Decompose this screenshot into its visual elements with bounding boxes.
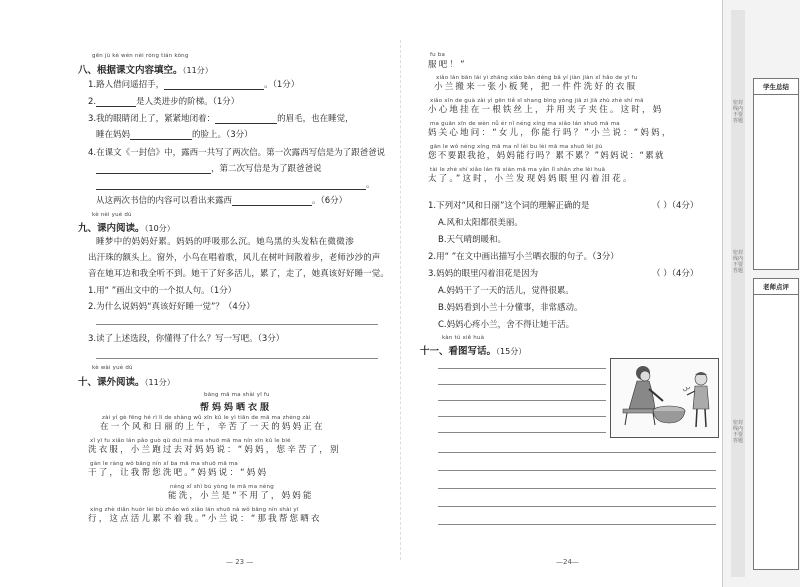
story-line-2: 洗衣服，小兰跑过去对妈妈说：“妈妈，您辛苦了，别 [88, 445, 341, 455]
writing-line-9[interactable] [438, 506, 716, 507]
story-line-2-pinyin: xǐ yī fu xiǎo lán pǎo guò qù duì mā ma shuō mā ma nín xīn kǔ le bié [90, 438, 291, 444]
r-line-3-pinyin: ma guān xīn de wèn nǚ ér nǐ néng xíng ma xiǎo lán shuō mā ma [430, 121, 620, 127]
binding-sidebar [722, 0, 800, 587]
s8-q4-cont: ，第二次写信是为了跟爸爸说 [96, 164, 322, 174]
section-9-pinyin: kè nèi yuè dú [92, 212, 132, 218]
teacher-comment-box[interactable] [753, 278, 799, 570]
r-line-1-pinyin: xiǎo lán bān lái yì zhāng xiǎo bǎn dèng bǎ yí jiàn jiàn xǐ hǎo de yī fu [436, 75, 638, 81]
story-line-3: 干了，让我帮您洗吧。”妈妈说：“妈妈 [88, 468, 269, 478]
s8-q1: 1.路人借问遥招手， 。（1分） [88, 80, 300, 90]
writing-line-3[interactable] [438, 400, 606, 401]
student-summary-box[interactable] [753, 78, 799, 270]
story-title-pinyin: bāng mā ma shài yī fu [204, 392, 270, 398]
illustration-mother-and-child [610, 358, 719, 438]
story-title: 帮妈妈晒衣服 [200, 403, 273, 413]
r-line-5: 太了。”这时，小兰发现妈妈眼里闪着泪花。 [428, 174, 634, 184]
story-line-4-pinyin: néng xǐ shì bú yòng le mā ma néng [170, 484, 274, 490]
writing-line-1[interactable] [438, 368, 606, 369]
story-line-1: 在一个风和日丽的上午，辛苦了一天的妈妈正在 [100, 422, 325, 432]
right-page [400, 0, 722, 587]
seal-strip [731, 10, 745, 577]
r-q3-score: （ ）（4分） [652, 269, 699, 279]
s9-q2: 2.为什么说妈妈“真该好好睡一觉”？（4分） [88, 302, 255, 312]
s8-q4: 4.在课文《一封信》中，露西一共写了两次信。第一次露西写信是为了跟爸爸说 [88, 148, 386, 158]
page-number-right: —24— [556, 558, 579, 566]
writing-line-2[interactable] [438, 384, 606, 385]
r-line-2-pinyin: xiǎo xīn de guà zài yì gēn tiě sī shang bìng yòng jiā zi jiā zhù zhè shí mā [430, 98, 644, 104]
r-line-2: 小心地挂在一根铁丝上，并用夹子夹住。这时，妈 [428, 105, 664, 115]
r-line-5-pinyin: tài le zhè shí xiǎo lán fā xiàn mā ma yǎn lǐ shǎn zhe lèi huā [430, 167, 606, 173]
r-q1: 1.下列对“风和日丽”这个词的理解正确的是 [428, 201, 590, 211]
r-q1-option-a: A.风和太阳都很美丽。 [438, 218, 523, 228]
story-line-5: 行，这点活儿累不着我。”小兰说：“那我帮您晒衣 [88, 514, 322, 524]
seal-text-2: 密封线内不要答题 [732, 250, 743, 274]
r-q3-option-a: A.妈妈干了一天的活儿，觉得很累。 [438, 286, 574, 296]
section-10-title: 十、课外阅读。（11分） [78, 377, 175, 388]
illustration-drawing [611, 359, 718, 437]
s8-q3-cont: 睡在妈妈 的脸上。（3分） [96, 130, 253, 140]
writing-line-7[interactable] [438, 470, 716, 471]
writing-line-10[interactable] [438, 524, 716, 525]
r-line-0-pinyin: fu ba [430, 52, 446, 58]
r-q1-score: （ ）（4分） [652, 201, 699, 211]
s8-q2: 2. 是人类进步的阶梯。（1分） [88, 97, 240, 107]
student-summary-label: 学生总结 [754, 79, 798, 95]
story-line-3-pinyin: gàn le ràng wǒ bāng nín xǐ ba mā ma shuō mā ma [90, 461, 239, 467]
r-line-0: 服吧！” [428, 60, 467, 70]
r-q2: 2.用“ ”在文中画出描写小兰晒衣服的句子。（3分） [428, 252, 619, 262]
seal-text-3: 密封线内不要答题 [732, 420, 743, 444]
r-q3-option-c: C.妈妈心疼小兰，舍不得让她干活。 [438, 320, 575, 330]
s9-passage-3: 音在她耳边和我全听不到。她干了好多活儿，累了，走了，她真该好好睡一觉。 [88, 269, 390, 279]
section-8-title: 八、根据课文内容填空。（11分） [78, 65, 213, 76]
s8-q3: 3.我的眼睛闭上了，紧紧地闭着： 的眉毛，也在睡觉， [88, 114, 354, 124]
writing-line-8[interactable] [438, 488, 716, 489]
story-line-4: 能洗，小兰是“不用了，妈妈能 [168, 491, 314, 501]
r-line-4: 您不要跟我抢，妈妈能行吗？累不累？”妈妈说：“累就 [428, 151, 665, 161]
s8-q4-cont3: 从这两次书信的内容可以看出来露西 。（6分） [96, 196, 348, 206]
r-line-4-pinyin: gān le wǒ néng xíng mā ma nǐ lèi bu lèi mā ma shuō lèi jiù [430, 144, 603, 150]
s9-q3-answer-line[interactable] [96, 358, 378, 359]
r-line-3: 妈关心地问：“女儿，你能行吗？”小兰说：“妈妈， [428, 128, 673, 138]
writing-line-6[interactable] [438, 452, 716, 453]
s9-q3: 3.读了上述选段，你懂得了什么？写一写吧。（3分） [88, 334, 285, 344]
s9-passage-2: 出汗珠的额头上。窗外，小鸟在唱着歌，风儿在树叶间散着步，老师沙沙的声 [88, 253, 381, 263]
r-q1-option-b: B.天气晴朗暖和。 [438, 235, 507, 245]
r-q3: 3.妈妈的眼里闪着泪花是因为 [428, 269, 539, 279]
seal-text-1: 密封线内不要答题 [732, 100, 743, 124]
section-11-title: 十一、看图写话。（15分） [420, 346, 527, 357]
section-8-pinyin: gēn jù kè wén nèi róng tián kòng [92, 53, 189, 59]
writing-line-4[interactable] [438, 416, 606, 417]
section-10-pinyin: kè wài yuè dú [92, 365, 133, 371]
s9-passage-1: 睡梦中的妈妈好累。妈妈的呼吸那么沉。她鸟黑的头发粘在微微渗 [96, 237, 355, 247]
section-9-title: 九、课内阅读。（10分） [78, 223, 175, 234]
page-number-left: — 23 — [226, 558, 254, 566]
r-q3-option-b: B.妈妈看到小兰十分懂事，非常感动。 [438, 303, 583, 313]
teacher-comment-label: 老师点评 [754, 279, 798, 295]
s9-q1: 1.用“ ”画出文中的一个拟人句。（1分） [88, 286, 237, 296]
r-line-1: 小兰搬来一张小板凳，把一件件洗好的衣服 [434, 82, 638, 92]
writing-line-5[interactable] [438, 432, 606, 433]
s9-q2-answer-line[interactable] [96, 324, 378, 325]
story-line-5-pinyin: xíng zhè diǎn huór lèi bù zhǎo wǒ xiǎo lán shuō nà wǒ bāng nín shài yī [90, 507, 299, 513]
story-line-1-pinyin: zài yí gè fēng hé rì lì de shàng wǔ xīn kǔ le yì tiān de mā ma zhèng zài [102, 415, 311, 421]
section-11-pinyin: kàn tú xiě huà [442, 335, 485, 341]
s8-q4-cont2: 。 [96, 180, 375, 190]
